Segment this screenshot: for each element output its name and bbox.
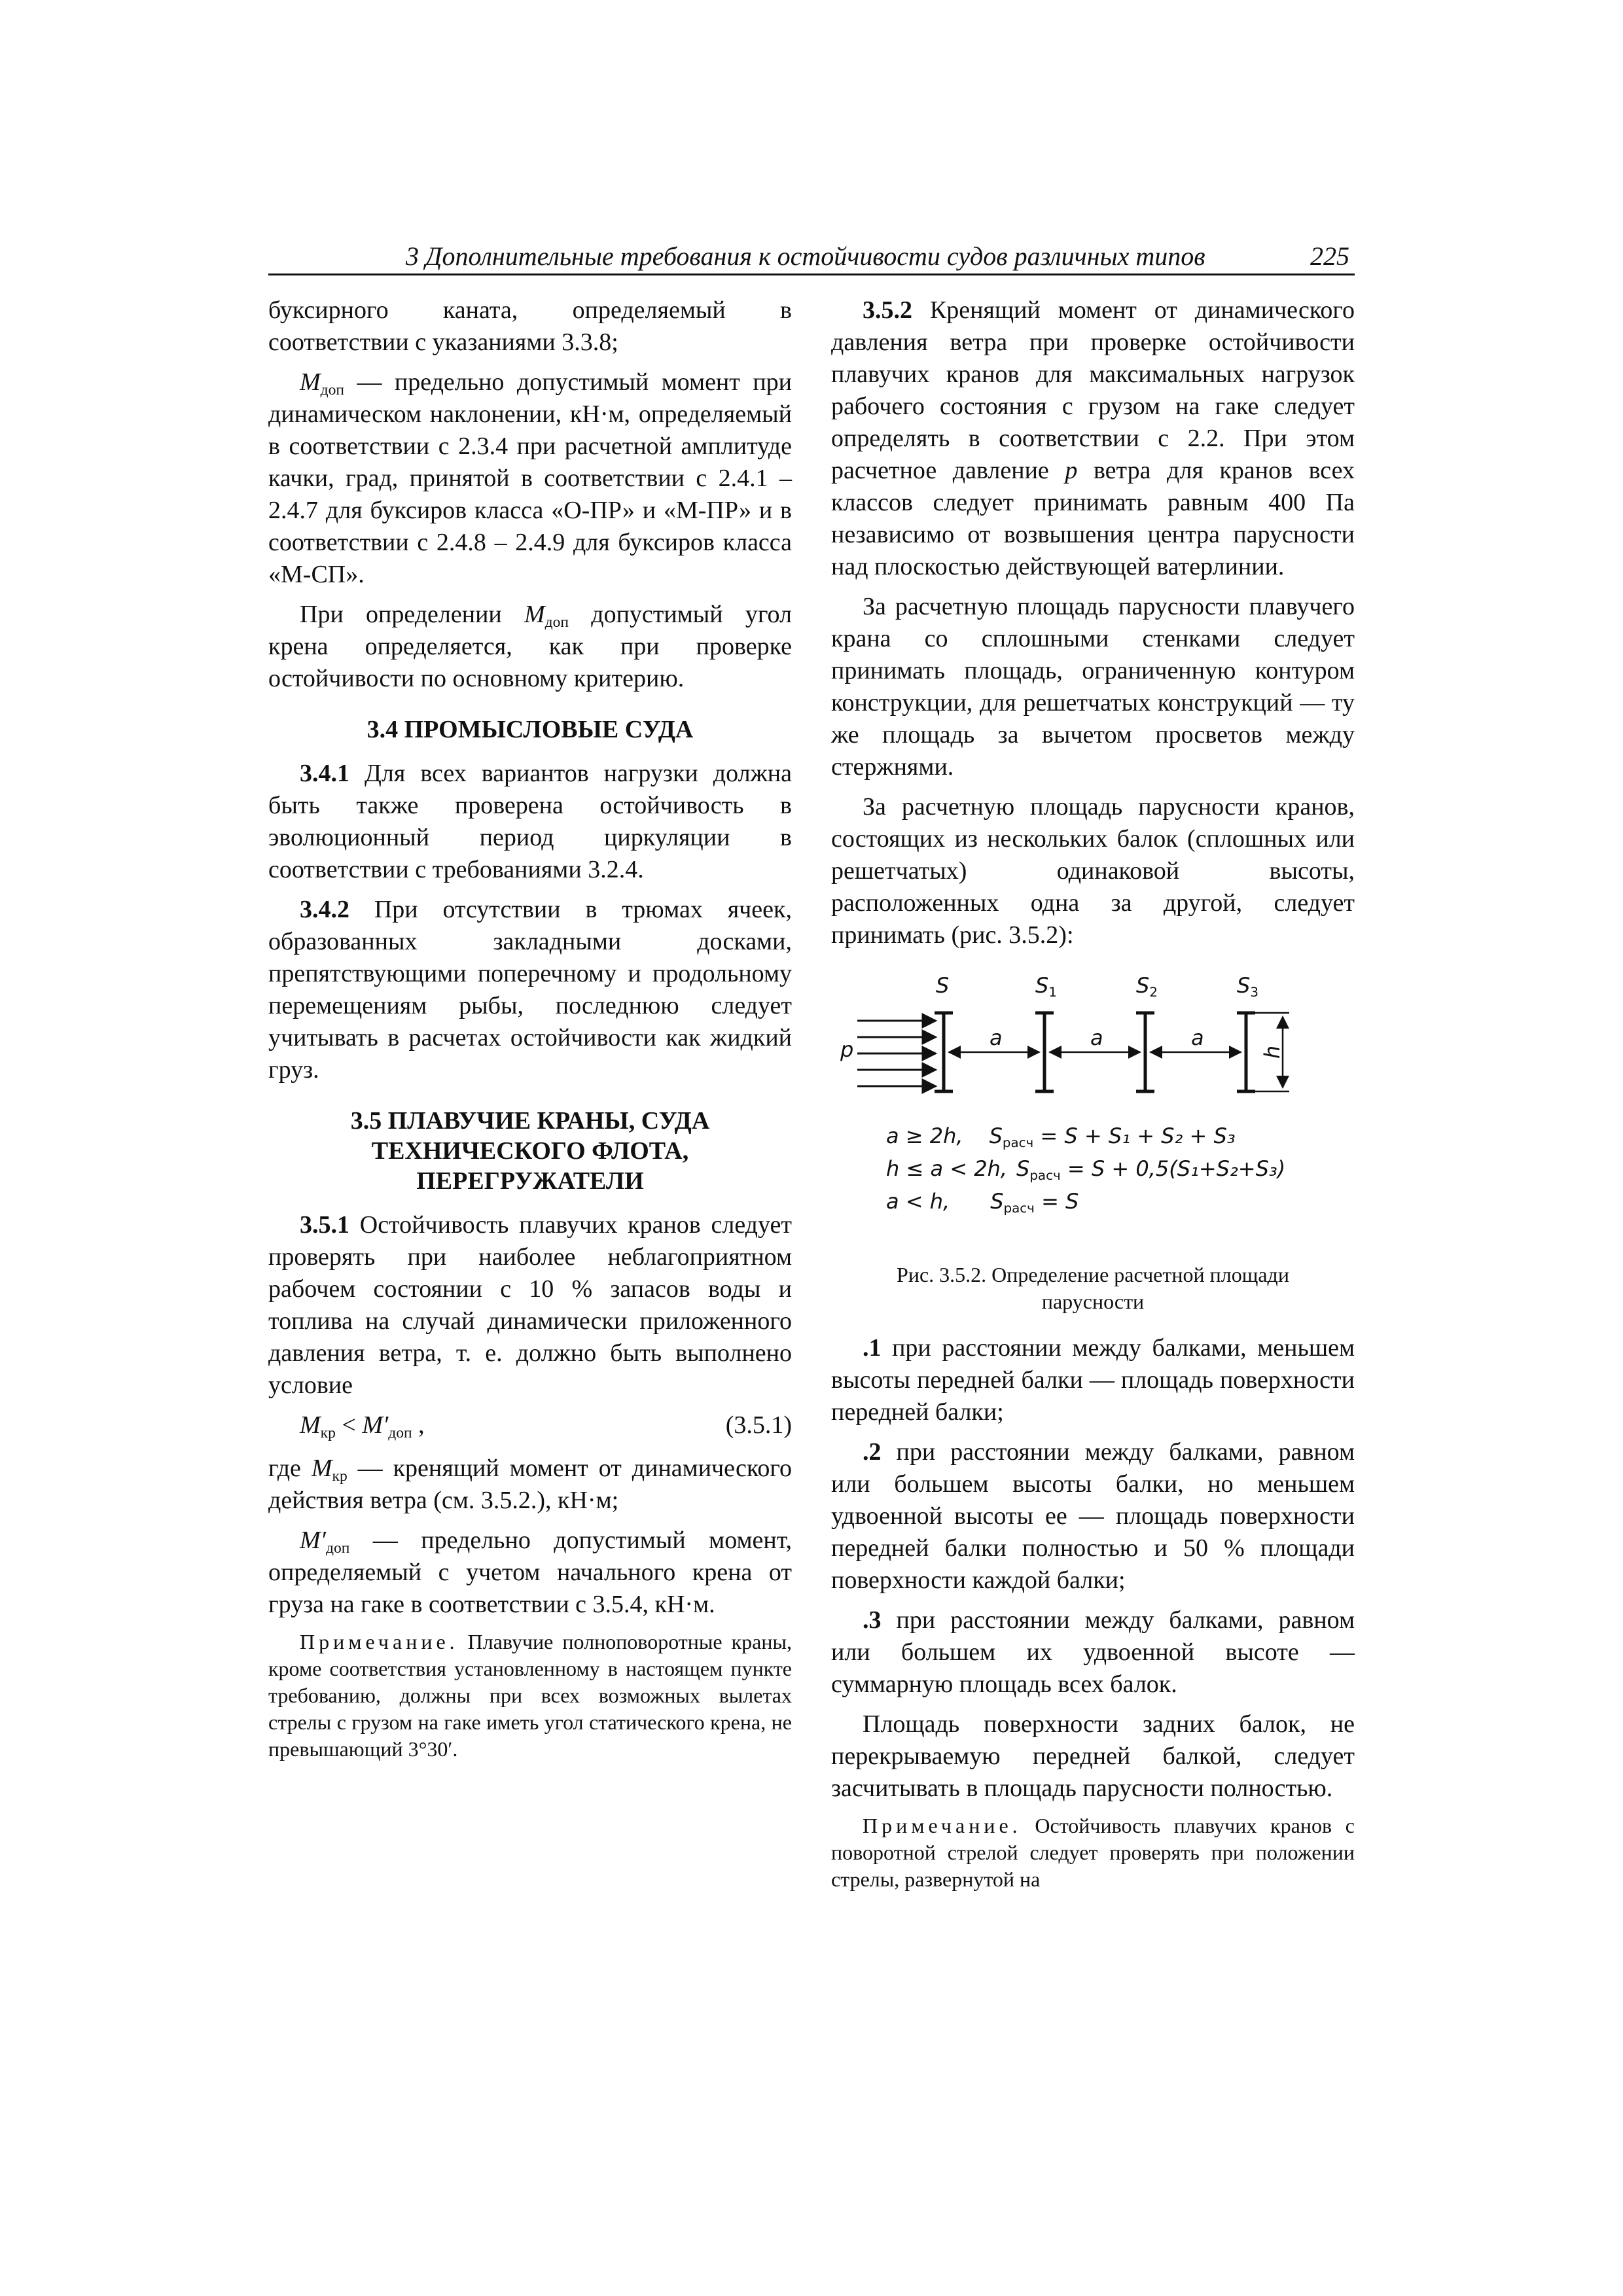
symbol-subscript: доп xyxy=(544,614,569,631)
section-heading-3-5 xyxy=(268,1106,792,1196)
clause-number: 3.4.2 xyxy=(300,896,349,923)
item-number: .1 xyxy=(863,1334,882,1362)
heading-line: ТЕХНИЧЕСКОГО ФЛОТА, xyxy=(371,1137,689,1165)
paragraph-heel-angle xyxy=(268,599,792,695)
paragraph-text: допустимый угол крена определяется, как при проверке остойчивости по основному критерию. xyxy=(268,601,792,692)
section-heading-3-4 xyxy=(268,715,792,745)
running-header xyxy=(268,239,1355,275)
symbol-m: M xyxy=(524,601,545,628)
heading-line: 3.5 ПЛАВУЧИЕ КРАНЫ, СУДА xyxy=(350,1107,710,1135)
formula-3-5-1 xyxy=(268,1409,792,1446)
left-column xyxy=(268,294,792,1771)
clause-number: 3.4.1 xyxy=(300,760,349,787)
right-column xyxy=(831,294,1355,1901)
formula-comma: , xyxy=(412,1411,425,1439)
item-text: при расстоянии между балками, равном или большем их удвоенной высоте — суммарную площадь всех балок. xyxy=(831,1606,1355,1698)
list-item-1 xyxy=(831,1332,1355,1428)
formula-m-prime: M′ xyxy=(362,1411,389,1439)
paragraph-text: — кренящий момент от динамического действия ветра (см. 3.5.2.), кН·м; xyxy=(268,1455,792,1514)
caption-line: парусности xyxy=(1041,1290,1145,1313)
symbol-p: p xyxy=(1065,457,1078,484)
condition-line-2: h ≤ a < 2h, $S_{расч} = S + 0,5(S_1+S_2+S_3)$ xyxy=(886,1156,1286,1183)
caption-line: Рис. 3.5.2. Определение расчетной площади xyxy=(897,1263,1289,1286)
formula-less-than: < xyxy=(335,1411,363,1439)
label-s1: $S_1$ xyxy=(1035,973,1057,1000)
note-right xyxy=(831,1812,1355,1893)
paragraph-text: — предельно допустимый момент, определяемый с учетом начального крена от груза на гаке в соответствии с 3.5.4, кН·м. xyxy=(268,1527,792,1618)
item-text: при расстоянии между балками, равном или большем высоты балки, но меньшем удвоенной высоты ее — площадь поверхности передней балки полностью и 50 % площади поверхности каждой балки; xyxy=(831,1438,1355,1594)
symbol-subscript: кр xyxy=(332,1468,348,1485)
label-spacing-a: a xyxy=(1090,1025,1103,1050)
note-text: Остойчивость плавучих кранов с поворотной стрелой следует проверять при положении стрелы, развернутой на xyxy=(831,1814,1355,1891)
paragraph-mdop-definition xyxy=(268,366,792,591)
figure-caption xyxy=(831,1262,1355,1315)
formula-subscript: доп xyxy=(388,1424,412,1442)
heading-line: ПЕРЕГРУЖАТЕЛИ xyxy=(416,1167,644,1195)
clause-number: 3.5.2 xyxy=(863,296,912,324)
label-height-h: h xyxy=(1260,1045,1285,1059)
paragraph-3-4-1 xyxy=(268,758,792,886)
condition-line-1: a ≥ 2h, $S_{расч} = S + S_1 + S_2 + S_3$ xyxy=(886,1123,1236,1150)
formula-expression xyxy=(300,1409,425,1441)
label-s2: $S_2$ xyxy=(1136,973,1158,1000)
paragraph-text: При отсутствии в трюмах ячеек, образованных закладными досками, препятствующими поперечному и продольному перемещениям рыбы, последнюю следует учитывать в расчетах остойчивости как жидкий груз. xyxy=(268,896,792,1084)
paragraph-text: Кренящий момент от динамического давления ветра при проверке остойчивости плавучих кранов для максимальных нагрузок рабочего состояния с грузом на гаке следует определять в соответствии с 2.2. При этом расчетное давление xyxy=(831,296,1355,484)
paragraph-text: Остойчивость плавучих кранов следует проверять при наиболее неблагоприятном рабочем состоянии с 10 % запасов воды и топлива на случай динамически приложенного давления ветра, т. е. должно быть выполнено условие xyxy=(268,1211,792,1399)
paragraph-where-mkr xyxy=(268,1453,792,1517)
paragraph-several-beams: За расчетную площадь парусности кранов, состоящих из нескольких балок (сплошных или решетчатых) одинаковой высоты, расположенных одна за другой, следует принимать (рис. 3.5.2): xyxy=(831,793,1355,949)
formula-m: M xyxy=(300,1411,321,1439)
item-text: при расстоянии между балками, меньшем высоты передней балки — площадь поверхности передней балки; xyxy=(831,1334,1355,1426)
formula-number: (3.5.1) xyxy=(725,1411,792,1439)
paragraph-text: — предельно допустимый момент при динамическом наклонении, кН·м, определяемый в соответствии с 2.3.4 при расчетной амплитуде качки, град, принятой в соответствии с 2.4.1 – 2.4.7 для буксиров класса «О-ПР» и «М-ПР» и в соответствии с 2.4.8 – 2.4.9 для буксиров класса «М-СП». xyxy=(268,368,792,588)
paragraph-3-4-2 xyxy=(268,894,792,1086)
symbol-subscript: доп xyxy=(325,1540,350,1557)
list-item-2 xyxy=(831,1436,1355,1597)
note-label: Примечание. xyxy=(863,1814,1022,1837)
label-s3: $S_3$ xyxy=(1237,973,1258,1000)
figure-3-5-2 xyxy=(831,961,1355,1255)
paragraph-text: ветра для кранов всех классов следует принимать равным 400 Па независимо от возвышения центра парусности над плоскостью действующей ватерлинии. xyxy=(831,457,1355,580)
symbol-m: M xyxy=(300,368,321,396)
heading-line: 3.4 ПРОМЫСЛОВЫЕ СУДА xyxy=(366,716,694,743)
paragraph-solid-walls: За расчетную площадь парусности плавучего крана со сплошными стенками следует принимать площадь, ограниченную контуром конструкции, для решетчатых конструкций — ту же площадь за вычетом просветов между стержнями. xyxy=(831,593,1355,781)
condition-line-3: a < h, $S_{расч} = S$ xyxy=(886,1189,1079,1216)
list-item-3 xyxy=(831,1604,1355,1701)
paragraph-text: где xyxy=(268,1455,312,1482)
paragraph-text: При определении xyxy=(300,601,524,628)
formula-subscript: кр xyxy=(320,1424,336,1442)
item-number: .3 xyxy=(863,1606,882,1634)
label-s: S xyxy=(936,973,950,998)
clause-number: 3.5.1 xyxy=(300,1211,349,1239)
label-pressure: p xyxy=(840,1037,854,1062)
symbol-m: M xyxy=(311,1455,332,1482)
paragraph-3-5-1 xyxy=(268,1209,792,1402)
symbol-m-prime: M′ xyxy=(300,1527,326,1554)
running-header-title: 3 Дополнительные требования к остойчивости судов различных типов xyxy=(406,241,1205,271)
item-number: .2 xyxy=(863,1438,882,1466)
page-number: 225 xyxy=(1310,241,1349,271)
paragraph-rear-beams: Площадь поверхности задних балок, не перекрываемую передней балкой, следует засчитывать в площадь парусности полностью. xyxy=(831,1710,1355,1802)
paragraph-text: Для всех вариантов нагрузки должна быть также проверена остойчивость в эволюционный период циркуляции в соответствии с требованиями 3.2.4. xyxy=(268,760,792,883)
paragraph-3-5-2 xyxy=(831,294,1355,583)
symbol-subscript: доп xyxy=(320,381,345,399)
paragraph-towline: буксирного каната, определяемый в соответствии с указаниями 3.3.8; xyxy=(268,296,792,356)
note-text: Плавучие полноповоротные краны, кроме соответствия установленному в настоящем пункте требованию, должны при всех возможных вылетах стрелы с грузом на гаке иметь угол статического крена, не превышающий 3°30′. xyxy=(268,1630,792,1761)
paragraph-mdop-prime xyxy=(268,1525,792,1621)
note-label: Примечание. xyxy=(300,1630,459,1653)
label-spacing-a: a xyxy=(1191,1025,1204,1050)
label-spacing-a: a xyxy=(990,1025,1003,1050)
wind-arrows xyxy=(857,1021,936,1086)
note-left xyxy=(268,1629,792,1763)
